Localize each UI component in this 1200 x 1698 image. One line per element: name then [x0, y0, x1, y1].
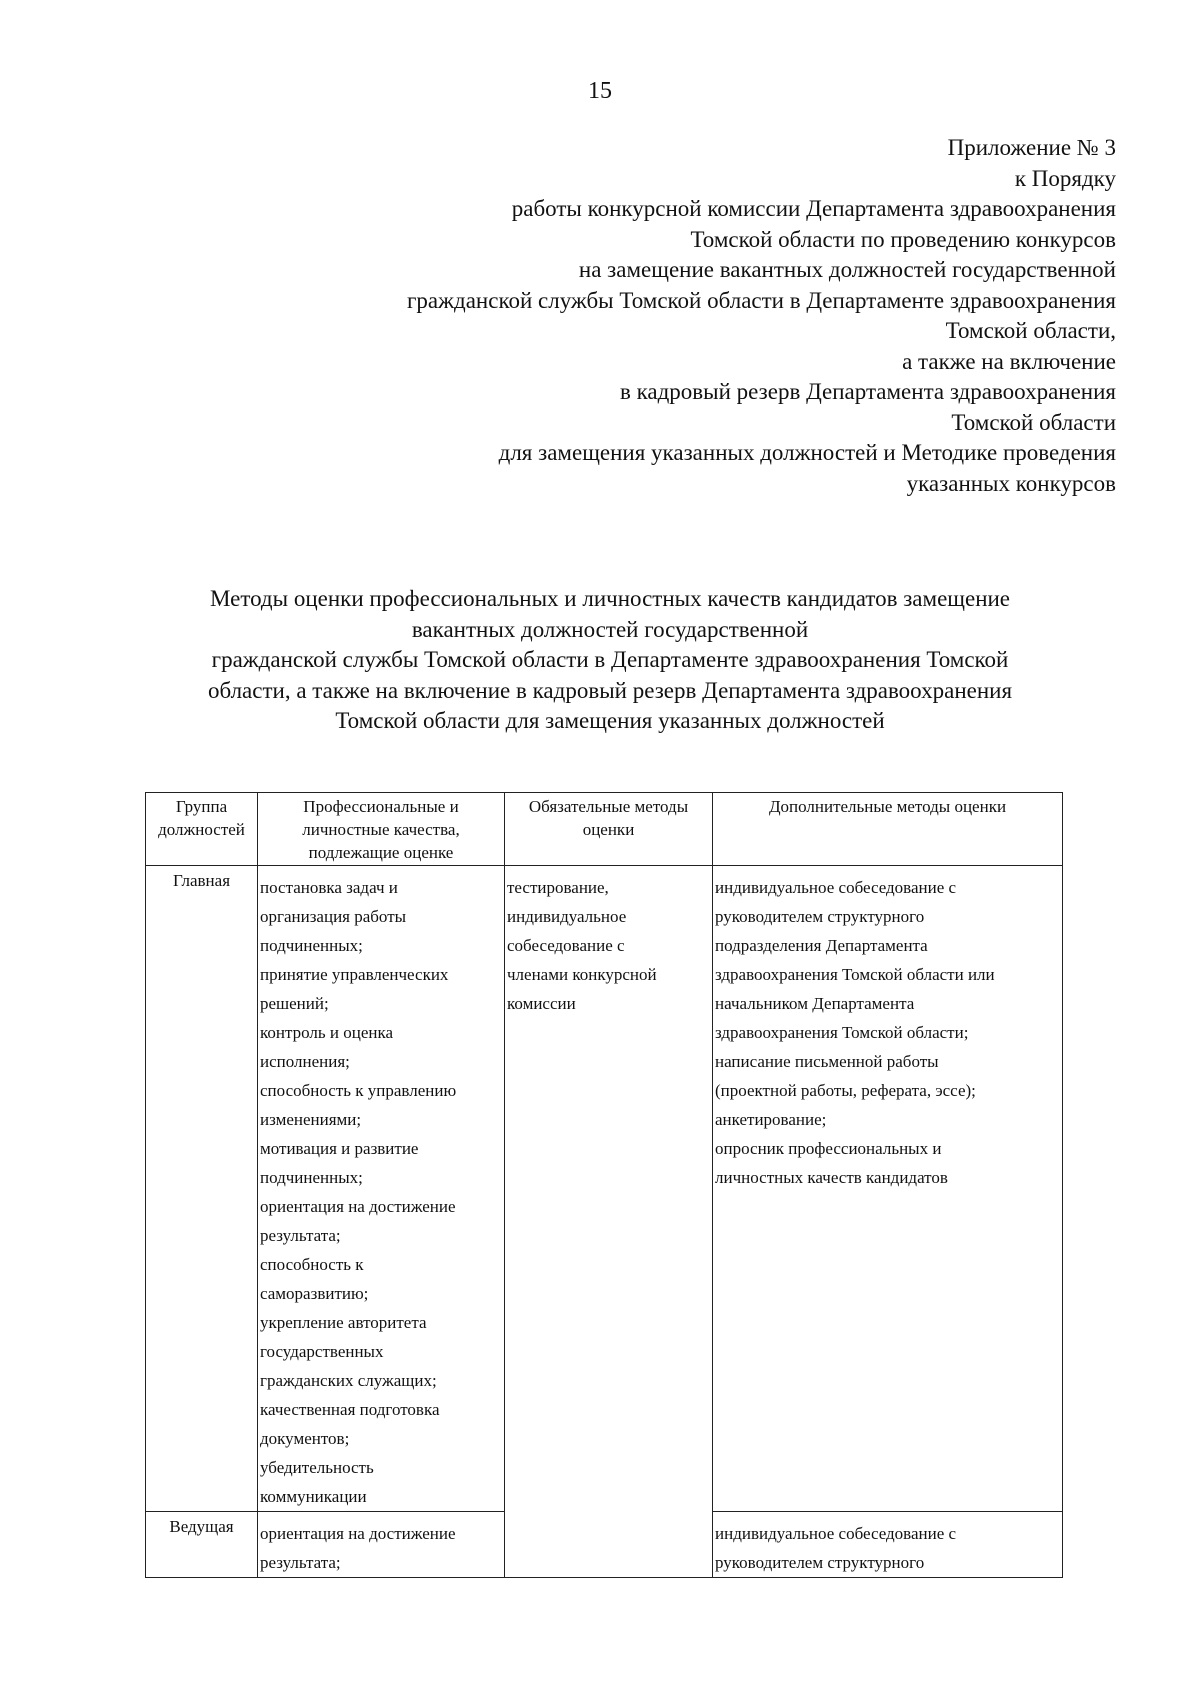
cell-line: руководителем структурного: [715, 1553, 925, 1572]
cell-line: решений;: [260, 994, 329, 1013]
page-number: 15: [588, 78, 612, 104]
appendix-line: Приложение № 3: [947, 135, 1116, 160]
methods-table: [145, 792, 1063, 1578]
header-group: Группа должностей: [146, 793, 258, 866]
cell-line: документов;: [260, 1429, 350, 1448]
table-body: [146, 866, 1063, 1578]
title-line: Методы оценки профессиональных и личностных качеств кандидатов замещение: [209, 586, 1011, 611]
header-qualities: Профессиональные и личностные качества, подлежащие оценке: [258, 793, 505, 866]
cell-line: контроль и оценка: [260, 1023, 394, 1042]
title-line: вакантных должностей государственной: [411, 616, 809, 642]
cell-mandatory: [505, 866, 713, 1578]
cell-additional: [713, 866, 1063, 1512]
cell-qualities: [258, 1512, 505, 1578]
cell-line: способность к: [260, 1255, 364, 1274]
table-header-row: [146, 793, 1063, 866]
cell-line: начальником Департамента: [715, 994, 915, 1013]
cell-line: коммуникации: [260, 1487, 367, 1506]
cell-line: индивидуальное собеседование с: [715, 1524, 957, 1543]
appendix-line: Томской области,: [945, 318, 1116, 343]
cell-line: результата;: [260, 1553, 341, 1572]
cell-line: подразделения Департамента: [715, 936, 928, 955]
cell-line: подчиненных;: [260, 936, 363, 955]
cell-line: гражданских служащих;: [260, 1371, 437, 1390]
cell-qualities: [258, 866, 505, 1512]
cell-line: собеседование с: [507, 936, 625, 955]
cell-group: Ведущая: [146, 1512, 258, 1578]
cell-line: ориентация на достижение: [260, 1524, 456, 1543]
title-line: Томской области для замещения указанных должностей: [335, 708, 885, 733]
cell-line: членами конкурсной: [507, 965, 657, 984]
cell-line: здравоохранения Томской области или: [715, 965, 995, 984]
appendix-line: для замещения указанных должностей и Методике проведения: [498, 440, 1116, 465]
title-line: гражданской службы Томской области в Департаменте здравоохранения Томской: [211, 647, 1009, 672]
appendix-line: гражданской службы Томской области в Департаменте здравоохранения: [406, 287, 1116, 313]
cell-group: Главная: [146, 866, 258, 1512]
cell-line: результата;: [260, 1226, 341, 1245]
cell-line: мотивация и развитие: [260, 1139, 419, 1158]
appendix-line: работы конкурсной комиссии Департамента здравоохранения: [511, 196, 1116, 221]
cell-line: убедительность: [260, 1458, 374, 1477]
cell-line: подчиненных;: [260, 1168, 363, 1187]
cell-line: тестирование,: [507, 878, 609, 897]
appendix-header: [216, 133, 1116, 499]
cell-line: качественная подготовка: [260, 1400, 440, 1419]
title-line: области, а также на включение в кадровый резерв Департамента здравоохранения: [207, 677, 1013, 703]
cell-line: здравоохранения Томской области;: [715, 1023, 969, 1042]
appendix-line: на замещение вакантных должностей государственной: [578, 257, 1116, 282]
cell-line: организация работы: [260, 907, 407, 926]
cell-line: (проектной работы, реферата, эссе);: [715, 1081, 976, 1100]
document-title: [140, 584, 1080, 737]
cell-line: индивидуальное собеседование с: [715, 878, 957, 897]
cell-line: личностных качеств кандидатов: [715, 1168, 948, 1187]
methods-table-container: [145, 792, 1063, 1578]
appendix-line: а также на включение: [902, 348, 1116, 374]
cell-line: саморазвитию;: [260, 1284, 369, 1303]
header-mandatory: Обязательные методы оценки: [505, 793, 713, 866]
cell-line: написание письменной работы: [715, 1052, 939, 1071]
cell-line: постановка задач и: [260, 878, 398, 897]
cell-line: исполнения;: [260, 1052, 350, 1071]
cell-line: руководителем структурного: [715, 907, 925, 926]
cell-additional: [713, 1512, 1063, 1578]
appendix-line: Томской области по проведению конкурсов: [690, 226, 1116, 252]
appendix-line: Томской области: [951, 409, 1116, 435]
appendix-line: в кадровый резерв Департамента здравоохранения: [619, 379, 1116, 404]
cell-line: анкетирование;: [715, 1110, 827, 1129]
appendix-line: к Порядку: [1014, 165, 1116, 191]
cell-line: государственных: [260, 1342, 384, 1361]
cell-line: способность к управлению: [260, 1081, 457, 1100]
appendix-line: указанных конкурсов: [906, 470, 1116, 496]
cell-line: опросник профессиональных и: [715, 1139, 942, 1158]
table-row: [146, 866, 1063, 1512]
cell-line: укрепление авторитета: [260, 1313, 427, 1332]
cell-line: индивидуальное: [507, 907, 627, 926]
cell-line: изменениями;: [260, 1110, 362, 1129]
header-additional: Дополнительные методы оценки: [713, 793, 1063, 866]
cell-line: принятие управленческих: [260, 965, 449, 984]
cell-line: ориентация на достижение: [260, 1197, 456, 1216]
cell-line: комиссии: [507, 994, 576, 1013]
